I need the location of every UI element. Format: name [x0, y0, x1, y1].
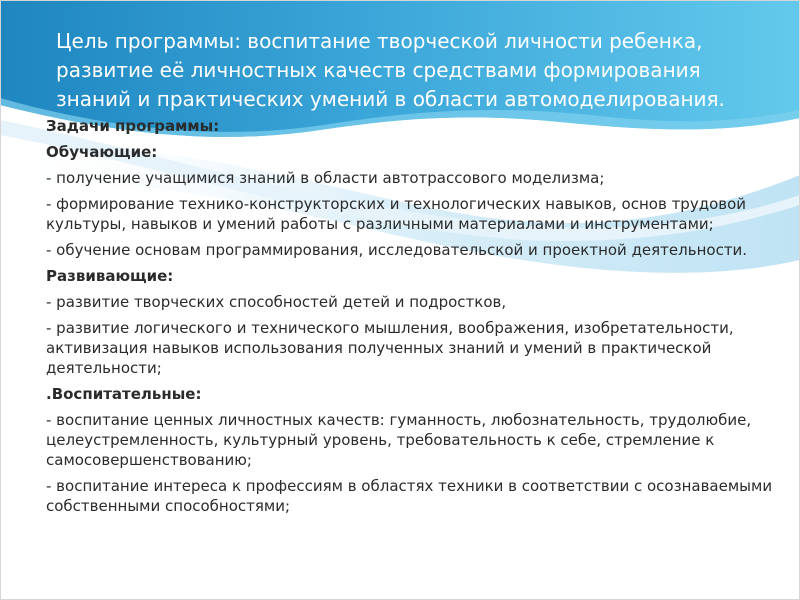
teaching-item-1: - получение учащимися знаний в области автотрассового моделизма; — [46, 169, 605, 187]
educational-item-1: - воспитание ценных личностных качеств: гуманность, любознательность, трудолюбие, целеустремленность, культурный уровень, требовательность к себе, стремление к самосовершенствованию; — [46, 411, 752, 469]
section-heading-teaching: Обучающие: — [46, 143, 158, 161]
section-heading-educational: .Воспитательные: — [46, 385, 202, 403]
teaching-item-2: - формирование технико-конструкторских и технологических навыков, основ трудовой культуры, навыков и умений работы с различными материалами и инструментами; — [46, 195, 747, 233]
slide-title: Цель программы: воспитание творческой личности ребенка, развитие её личностных качеств средствами формирования знаний и практических умений в области автомоделирования. — [56, 29, 725, 111]
tasks-content — [46, 116, 776, 522]
teaching-item-3: - обучение основам программирования, исследовательской и проектной деятельности. — [46, 241, 748, 259]
developing-item-2: - развитие логического и технического мышления, воображения, изобретательности, активизация навыков использования полученных знаний и умений в практической деятельности; — [46, 319, 734, 377]
section-heading-developing: Развивающие: — [46, 267, 174, 285]
educational-item-2: - воспитание интереса к профессиям в областях техники в соответствии с осознаваемыми собственными способностями; — [46, 477, 773, 515]
developing-item-1: - развитие творческих способностей детей и подростков, — [46, 293, 507, 311]
tasks-heading: Задачи программы: — [46, 117, 220, 135]
